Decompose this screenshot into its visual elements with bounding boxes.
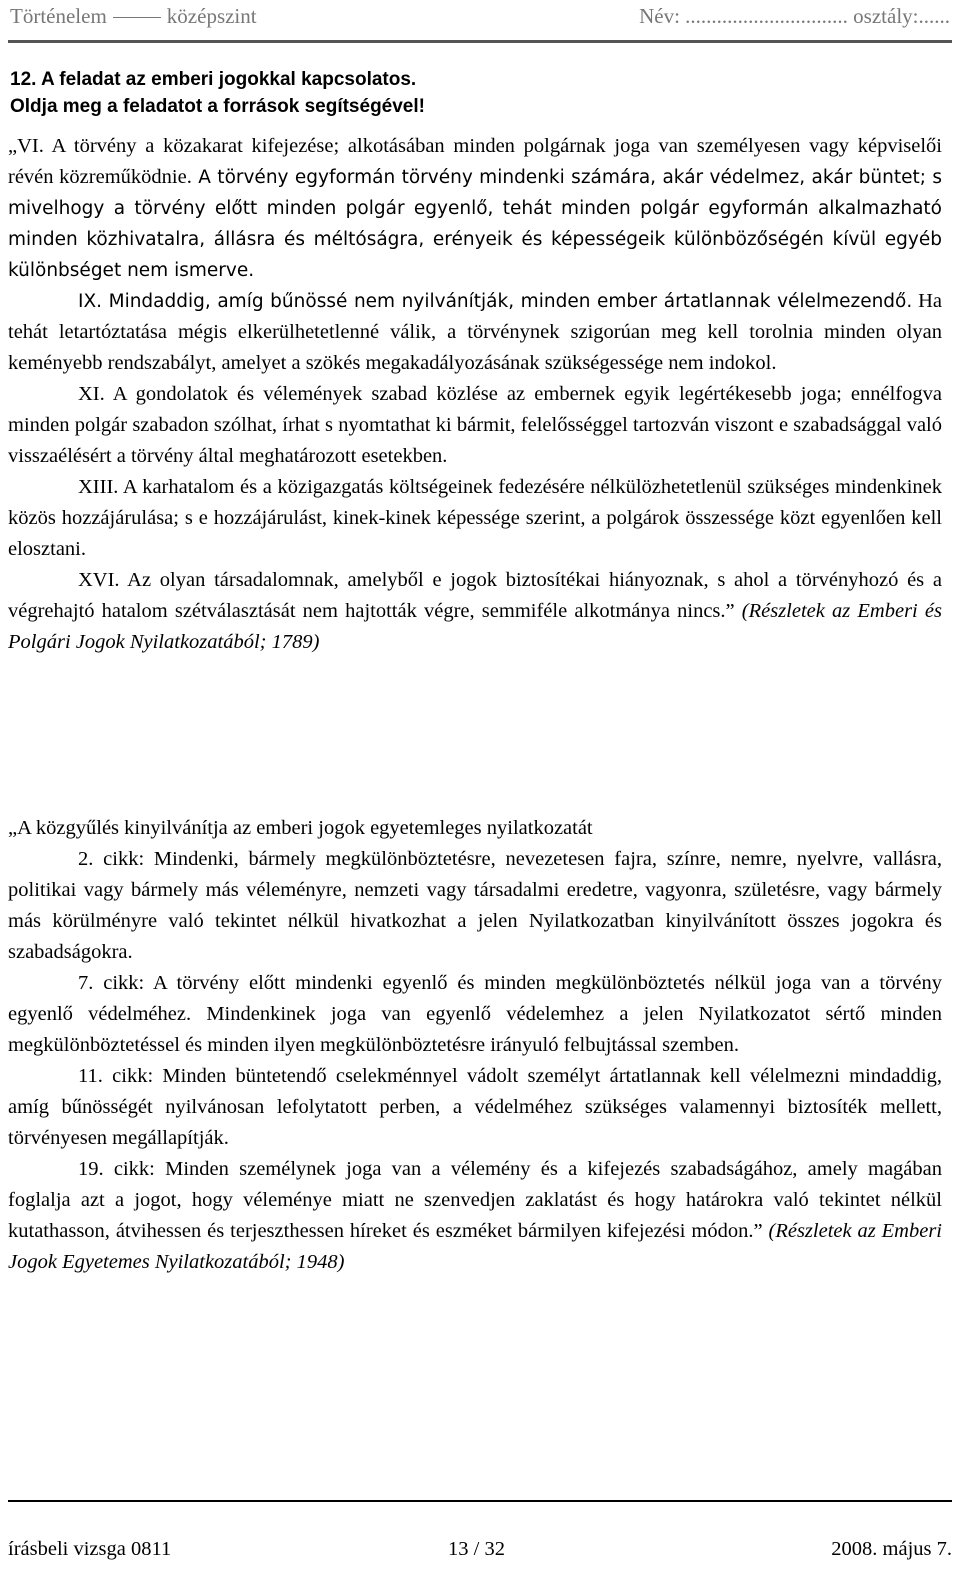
cikk-11: 11. cikk: Minden büntetendő cselekménnyel vádolt személyt ártatlannak kell vélelmezni mindaddig, amíg bűnösségét nyilvánosan lefolytatott perben, a védelméhez szükséges valamennyi biztosíték mellett, törvényesen megállapítják. bbox=[8, 1065, 942, 1149]
header-subject-name: Történelem bbox=[10, 4, 107, 28]
footer-exam-code: írásbeli vizsga 0811 bbox=[8, 1538, 172, 1560]
cikk-19 bbox=[8, 1154, 942, 1278]
article-6-text-b: A törvény egyformán törvény mindenki számára, akár védelmez, akár büntet; s mivelhogy a törvény előtt minden polgár egyenlő, tehát minden polgár egyformán alkalmazható minden közhivatalra, állásra és méltóságra, erényeik és képességeik különbözőségén kívül egyéb különbséget nem ismerve. bbox=[8, 167, 942, 281]
task-line-2: Oldja meg a feladatot a források segítségével! bbox=[10, 96, 425, 117]
page-header bbox=[8, 0, 952, 44]
footer-page-number: 13 / 32 bbox=[448, 1538, 505, 1560]
article-11: XI. A gondolatok és vélemények szabad közlése az embernek egyik legértékesebb joga; ennélfogva minden polgár szabadon szólhat, írhat s nyomtathat ki bármit, felelősséggel tartozván viszont e szabadsággal való visszaélésért a törvény által meghatározott esetekben. bbox=[8, 383, 942, 467]
article-16-text: XVI. Az olyan társadalomnak, amelyből e jogok biztosítékai hiányoznak, s ahol a törvényhozó és a végrehajtó hatalom szétválasztását nem hajtották végre, semmiféle alkotmánya nincs.” bbox=[8, 569, 942, 622]
source-2-citation: (Részletek az Emberi Jogok Egyetemes Nyilatkozatából; 1948) bbox=[8, 1220, 942, 1273]
header-dash bbox=[113, 17, 161, 18]
header-name-class: Név: ............................... osztály:...... bbox=[639, 4, 950, 28]
footer-rule bbox=[8, 1500, 952, 1502]
article-9 bbox=[8, 286, 942, 379]
article-16 bbox=[8, 565, 942, 658]
source-1948 bbox=[8, 813, 942, 1278]
page-footer bbox=[8, 1500, 952, 1560]
header-level: középszint bbox=[166, 4, 257, 28]
article-9-text-b: Ha tehát letartóztatása mégis elkerülhetetlenné válik, a törvénynek szigorúan meg kell torolnia minden olyan keményebb rendszabályt, amelyet a szökés megakadályozásának szükségessége nem indokol. bbox=[8, 290, 942, 374]
article-9-text-a: IX. Mindaddig, amíg bűnössé nem nyilvánítják, minden ember ártatlannak vélelmezendő. bbox=[78, 291, 913, 312]
cikk-19-text: 19. cikk: Minden személynek joga van a vélemény és a kifejezés szabadságához, amely magában foglalja azt a jogot, hogy véleménye miatt ne szenvedjen zaklatást és hogy határokra való tekintet nélkül kutathasson, átvihessen és terjeszthessen híreket és eszméket bármilyen kifejezési módon.” bbox=[8, 1158, 942, 1242]
article-6 bbox=[8, 131, 942, 286]
header-rule bbox=[8, 40, 952, 43]
task-title bbox=[10, 66, 425, 120]
header-subject bbox=[10, 4, 257, 29]
cikk-2: 2. cikk: Mindenki, bármely megkülönböztetésre, nevezetesen fajra, színre, nemre, nyelvre, vallásra, politikai vagy bármely más véleményre, nemzeti vagy társadalmi eredetre, vagyonra, születésre, vagy bármely más körülményre való tekintet nélkül hivatkozhat a jelen Nyilatkozatban kinyilvánított összes jogokra és szabadságokra. bbox=[8, 848, 942, 963]
source-1-citation: (Részletek az Emberi és Polgári Jogok Nyilatkozatából; 1789) bbox=[8, 600, 942, 653]
cikk-7: 7. cikk: A törvény előtt mindenki egyenlő és minden megkülönböztetés nélkül joga van a törvény egyenlő védelméhez. Mindenkinek joga van egyenlő védelemhez a jelen Nyilatkozatot sértő minden megkülönböztetéssel és minden ilyen megkülönböztetésre irányuló felbujtással szemben. bbox=[8, 972, 942, 1056]
task-line-1: 12. A feladat az emberi jogokkal kapcsolatos. bbox=[10, 69, 417, 90]
source-1789 bbox=[8, 131, 942, 658]
article-13: XIII. A karhatalom és a közigazgatás költségeinek fedezésére nélkülözhetetlenül szükséges mindenkinek közös hozzájárulása; s e hozzájárulást, kinek-kinek képessége szerint, a polgárok összessége közt egyenlően kell elosztani. bbox=[8, 476, 942, 560]
declaration-intro: „A közgyűlés kinyilvánítja az emberi jogok egyetemleges nyilatkozatát bbox=[8, 817, 593, 839]
footer-date: 2008. május 7. bbox=[831, 1538, 952, 1560]
article-6-text-a: „VI. A törvény a közakarat kifejezése; alkotásában minden polgárnak joga van személyesen vagy képviselői révén közreműködnie. bbox=[8, 135, 942, 188]
